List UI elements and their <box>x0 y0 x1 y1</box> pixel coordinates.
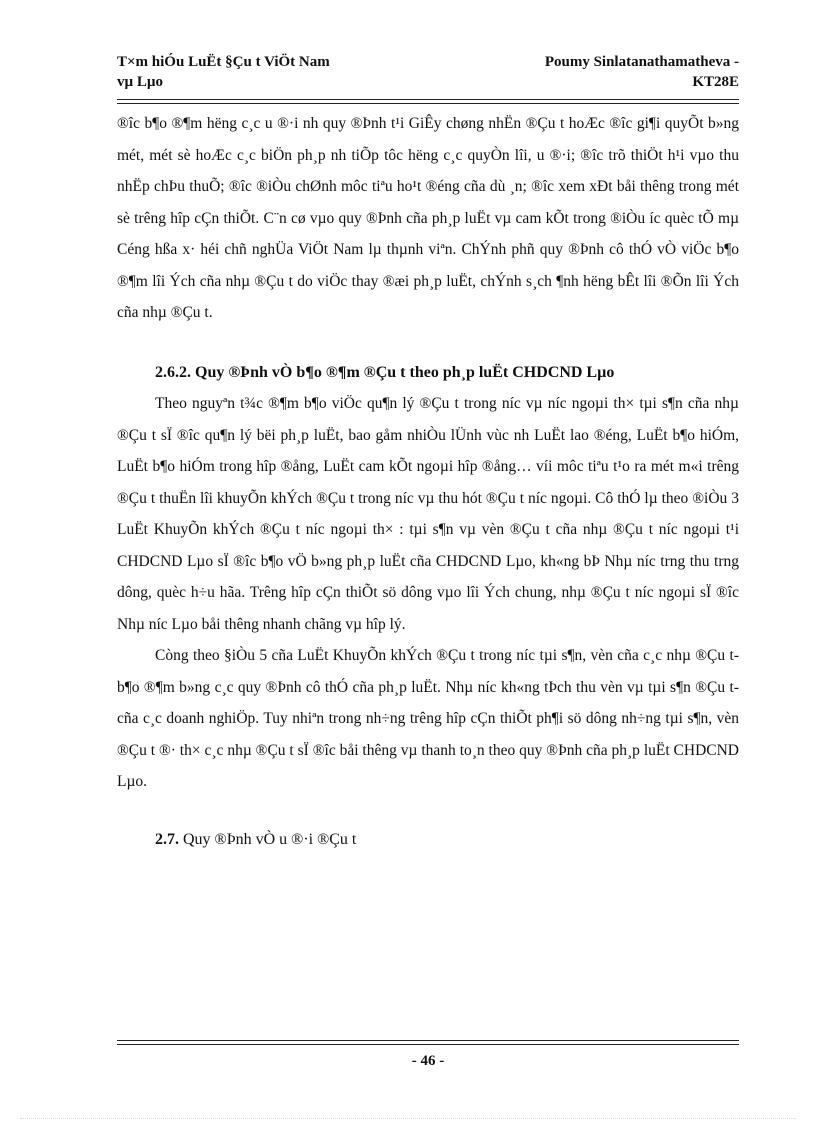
page-number: - 46 - <box>411 1053 445 1069</box>
header-author-line1: Poumy Sinlatanathamatheva - <box>544 54 739 70</box>
header-divider-bottom <box>117 103 739 104</box>
footer-divider-top <box>117 1040 739 1041</box>
page-header <box>117 52 739 94</box>
document-body <box>117 108 739 855</box>
header-title-line2: vµ Lµo <box>117 74 164 90</box>
header-author <box>439 52 739 92</box>
header-title-line1: T×m hiÓu LuËt §Çu t ViÖt Nam <box>117 54 330 70</box>
paragraph-principle: Theo nguyªn t¾c ®¶m b¶o viÖc qu¶n lý ®Çu t trong níc vµ níc ngoµi th× tµi s¶n cña nhµ ®Çu t sÏ ®îc qu¶n lý bëi ph¸p luËt, bao gåm nhiÒu lÜnh vùc nh LuËt lao ®éng, LuËt b¶o hiÓm, LuËt b¶o hiÓm trong hîp ®ång, LuËt cam kÕt ngoµi hîp ®ång… víi môc tiªu t¹o ra mét m«i trêng ®Çu t thuËn lîi khuyÕn khÝch ®Çu t trong níc vµ thu hót ®Çu t níc ngoµi. Cô thÓ lµ theo ®iÒu 3 LuËt KhuyÕn khÝch ®Çu t níc ngoµi th× : tµi s¶n vµ vèn ®Çu t cña nhµ ®Çu t níc ngoµi t¹i CHDCND Lµo sÏ ®îc b¶o vÖ b»ng ph¸p luËt cña CHDCND Lµo, kh«ng bÞ Nhµ níc trng thu trng dông, quèc h÷u hãa. Trêng hîp cÇn thiÕt sö dông vµo lîi Ých chung, nhµ ®Çu t níc ngoµi sÏ ®îc Nhµ níc Lµo båi thêng nhanh chãng vµ hîp lý. <box>117 395 739 633</box>
paragraph-continuation: ®îc b¶o ®¶m hëng c¸c u ®·i nh quy ®Þnh t¹i GiÊy chøng nhËn ®Çu t hoÆc ®îc gi¶i quyÕt b»ng mét, mét sè hoÆc c¸c biÖn ph¸p nh tiÕp tôc hëng c¸c quyÒn lîi, u ®·i; ®îc trõ thiÖt h¹i vµo thu nhËp chÞu thuÕ; ®îc ®iÒu chØnh môc tiªu ho¹t ®éng cña dù ¸n; ®îc xem xÐt båi thêng trong mét sè trêng hîp cÇn thiÕt. C¨n cø vµo quy ®Þnh cña ph¸p luËt vµ cam kÕt trong ®iÒu íc quèc tÕ mµ Céng hßa x· héi chñ nghÜa ViÖt Nam lµ thµnh viªn. ChÝnh phñ quy ®Þnh cô thÓ vÒ viÖc b¶o ®¶m lîi Ých cña nhµ ®Çu t do viÖc thay ®æi ph¸p luËt, chÝnh s¸ch ¶nh hëng bÊt lîi ®Õn lîi Ých cña nhµ ®Çu t. <box>117 115 739 321</box>
page-bottom-border <box>20 1118 796 1119</box>
paragraph-article-5: Còng theo §iÒu 5 cña LuËt KhuyÕn khÝch ®Çu t trong níc tµi s¶n, vèn cña c¸c nhµ ®Çu t b¶o ®¶m b»ng c¸c quy ®Þnh cô thÓ cña ph¸p luËt. Nhµ níc kh«ng tÞch thu vèn vµ tµi s¶n ®Çu t cña c¸c doanh nghiÖp. Tuy nhiªn trong nh÷ng trêng hîp cÇn thiÕt ph¶i sö dông nh÷ng tµi s¶n, vèn ®Çu t ®· th× c¸c nhµ ®Çu t sÏ ®îc båi thêng vµ thanh to¸n theo quy ®Þnh cña ph¸p luËt CHDCND Lµo. <box>117 647 739 790</box>
header-divider-top <box>117 99 739 100</box>
header-title <box>117 52 417 92</box>
footer-divider-bottom <box>117 1044 739 1045</box>
header-author-line2: KT28E <box>692 74 739 90</box>
section-title: Quy ®Þnh vÒ u ®·i ®Çu t <box>183 830 357 848</box>
section-heading-2-6-2: 2.6.2. Quy ®Þnh vÒ b¶o ®¶m ®Çu t theo ph¸p luËt CHDCND Lµo <box>155 363 615 381</box>
section-number: 2.7. <box>155 830 179 848</box>
section-heading-2-7 <box>117 824 739 856</box>
